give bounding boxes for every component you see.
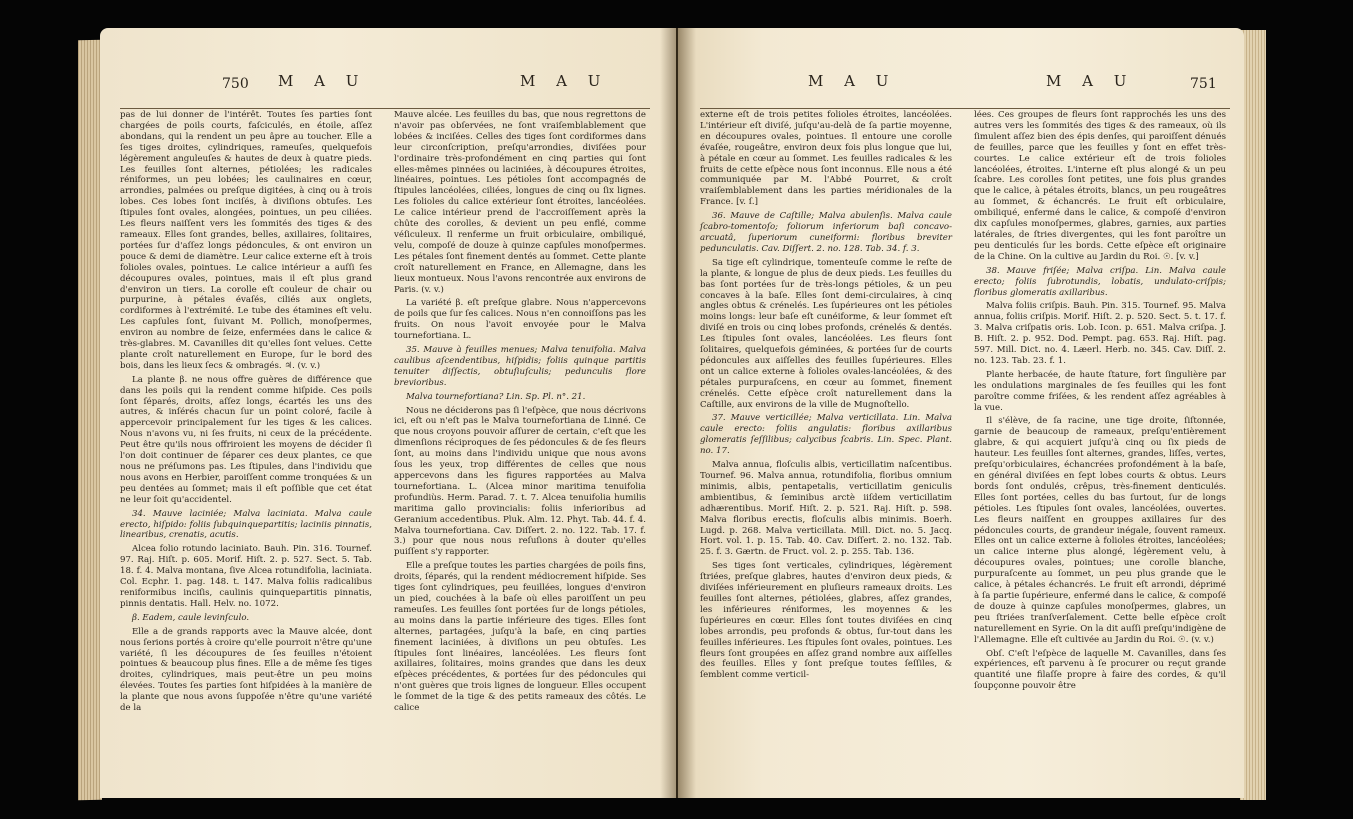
book-gutter bbox=[660, 28, 696, 798]
paragraph: 34. Mauve laciniée; Malva laciniata. Malva caule erecto, hiſpido: foliis ſubquinquepartitis; laciniis pinnatis, linearibus, crenatis, acutis. bbox=[120, 508, 372, 541]
paragraph: 37. Mauve verticillée; Malva verticillata. Lin. Malva caule erecto: foliis angulatis: floribus axillaribus glomeratis ſeſſilibus; calycibus ſcabris. Lin. Spec. Plant. no. 17. bbox=[700, 413, 952, 457]
paragraph: 38. Mauve friſée; Malva criſpa. Lin. Malva caule erecto; foliis ſubrotundis, lobatis, undulato-criſpis; floribus glomeratis axillaribus. bbox=[974, 265, 1226, 298]
left-running-head-col2: M A U bbox=[520, 72, 609, 90]
right-column-1 bbox=[700, 110, 952, 684]
right-page-number: 751 bbox=[1190, 76, 1217, 92]
paragraph: externe eſt de trois petites folioles étroites, lancéolées. L'intérieur eſt diviſé, juſqu'au-delà de ſa partie moyenne, en découpures ovales, pointues. Il entoure une corolle évaſée, rougeâtre, environ deux fois plus longue que lui, à pétale en cœur au ſommet. Les feuilles radicales & les fruits de cette eſpèce nous ſont inconnus. Elle nous a été communiquée par M. l'Abbé Pourret, & croît vraiſemblablement dans les parties méridionales de la France. [v. ſ.] bbox=[700, 110, 952, 208]
paragraph: Malva annua, floſculis albis, verticillatim naſcentibus. Tournef. 96. Malva annua, rotundifolia, floribus omnium minimis, albis, pentapetalis, verticillatim geniculis ambientibus, & ſeminibus arctè iiſdem verticillatim adhærentibus. Morif. Hiſt. 2. p. 521. Raj. Hiſt. p. 598. Malva floribus erectis, floſculis albis minimis. Boerh. Lugd. p. 268. Malva verticillata. Mill. Dict. no. 5. Jacq. Hort. vol. 1. p. 15. Tab. 40. Cav. Diſſert. 2. no. 132. Tab. 25. f. 3. Gærtn. de Fruct. vol. 2. p. 255. Tab. 136. bbox=[700, 460, 952, 558]
page-edges-left bbox=[78, 40, 102, 800]
paragraph: 35. Mauve à feuilles menues; Malva tenuifolia. Malva caulibus aſcendentibus, hiſpidis; foliis quinque partitis tenuiter diſſectis, obtuſiuſculis; pedunculis flore brevioribus. bbox=[394, 345, 646, 388]
paragraph: Obſ. C'eſt l'eſpèce de laquelle M. Cavanilles, dans ſes expériences, eſt parvenu à ſe procurer ou reçut grande quantité une filaſſe propre à faire des cordes, & qu'il ſoupçonne pouvoir être bbox=[974, 648, 1226, 692]
right-running-head-col2: M A U bbox=[1046, 72, 1135, 90]
paragraph: Mauve alcée. Les feuilles du bas, que nous regrettons de n'avoir pas obſervées, ne ſont vraiſemblablement que lobées & inciſées. Celles des tiges ſont cordiformes dans leur circonſcription, preſqu'arrondies, diviſées pour l'ordinaire très-profondément en cinq parties qui ſont elles-mêmes pinnées ou laciniées, à découpures étroites, linéaires, pointues. Les pétioles ſont accompagnés de ſtipules lancéolées, ciliées, longues de cinq ou ſix lignes. Les folioles du calice extérieur ſont étroites, lancéolées. Le calice intérieur prend de l'accroiſſement après la chûte des corolles, & devient un peu enflé, comme véſiculeux. Il renferme un fruit orbiculaire, ombiliqué, velu, compoſé de douze à quinze capſules monoſpermes. Les pétales ſont finement dentés au ſommet. Cette plante croît naturellement en France, en Allemagne, dans les lieux montueux. Nous l'avons rencontrée aux environs de Paris. (v. v.) bbox=[394, 110, 646, 295]
paragraph: Malva foliis criſpis. Bauh. Pin. 315. Tournef. 95. Malva annua, foliis criſpis. Morif. Hiſt. 2. p. 520. Sect. 5. t. 17. f. 3. Malva criſpatis oris. Lob. Icon. p. 651. Malva criſpa. J. B. Hiſt. 2. p. 952. Dod. Pempt. pag. 653. Raj. Hiſt. pag. 597. Mill. Dict. no. 4. Læerl. Herb. no. 345. Cav. Diſſ. 2. no. 123. Tab. 23. f. 1. bbox=[974, 301, 1226, 366]
right-running-head-col1: M A U bbox=[808, 72, 897, 90]
paragraph: La variété β. eſt preſque glabre. Nous n'appercevons de poils que ſur ſes calices. Nous n'en connoiſſons pas les fruits. On nous l'avoit envoyée pour le Malva tournefortiana. L. bbox=[394, 298, 646, 342]
paragraph: Nous ne déciderons pas ſi l'eſpèce, que nous décrivons ici, eſt ou n'eſt pas le Malva tournefortiana de Linné. Ce que nous croyons pouvoir aſſurer de certain, c'eſt que les dimenſions réciproques de ſes pédoncules & de ſes fleurs ſont, au moins dans l'individu unique que nous avons ſous les yeux, trop différentes de celles que nous appercevons dans les figures rapportées au Malva tournefortiana. L. (Alcea minor maritima tenuifolia profundiùs. Herm. Parad. 7. t. 7. Alcea tenuifolia humilis maritima gallo provincialis: foliis inferioribus ad Geranium accedentibus. Pluk. Alm. 12. Phyt. Tab. 44. f. 4. Malva tournefortiana. Cav. Diſſert. 2. no. 122. Tab. 17. f. 3.) pour que nous nous reſuſions à douter qu'elles puiſſent s'y rapporter. bbox=[394, 405, 646, 558]
paragraph: Sa tige eſt cylindrique, tomenteuſe comme le reſte de la plante, & longue de plus de deux pieds. Les feuilles du bas ſont portées ſur de très-longs pétioles, & un peu concaves à la baſe. Elles ſont demi-circulaires, à cinq angles obtus & crénelés. Les ſupérieures ont les pétioles moins longs: leur baſe eſt cunéiforme, & leur ſommet eſt diviſé en trois ou cinq lobes profonds, crénelés & dentés. Les ſtipules ſont ovales, lancéolées. Les fleurs ſont ſolitaires, quelquefois géminées, & portées ſur de courts pédoncules aux aiſſelles des feuilles ſupérieures. Elles ont un calice externe à folioles ovales-lancéolées, & des pétales purpuraſcens, en cœur au ſommet, finement crénelés. Cette eſpèce croît naturellement dans la Caſtille, aux environs de la ville de Mugnoſtello. bbox=[700, 257, 952, 410]
paragraph: Alcea folio rotundo laciniato. Bauh. Pin. 316. Tournef. 97. Raj. Hiſt. p. 605. Morif. Hiſt. 2. p. 527. Sect. 5. Tab. 18. f. 4. Malva montana, ſive Alcea rotundifolia, laciniata. Col. Ecphr. 1. pag. 148. t. 147. Malva foliis radicalibus reniformibus inciſis, caulinis quinquepartitis pinnatis, pinnis dentatis. Hall. Helv. no. 1072. bbox=[120, 544, 372, 609]
left-page-number: 750 bbox=[222, 76, 249, 92]
paragraph: Plante herbacée, de haute ſtature, fort ſingulière par les ondulations marginales de ſes feuilles qui les font paroître comme friſées, & les rendent aſſez agréables à la vue. bbox=[974, 369, 1226, 413]
header-rule bbox=[120, 108, 650, 109]
paragraph: Elle a de grands rapports avec la Mauve alcée, dont nous ſerions portés à croire qu'elle pourroit n'être qu'une variété, ſi les découpures de ſes feuilles n'étoient pointues & beaucoup plus fines. Elle a de même ſes tiges droites, cylindriques, mais peut-être un peu moins élevées. Toutes ſes parties ſont hiſpidées à la manière de la plante que nous avons ſuppoſée n'être qu'une variété de la bbox=[120, 626, 372, 714]
right-column-2 bbox=[974, 110, 1226, 695]
paragraph: lées. Ces groupes de fleurs ſont rapprochés les uns des autres vers les ſommités des tiges & des rameaux, où ils ſimulent aſſez bien des épis denſes, qui paroiſſent dénués de feuilles, parce que les feuilles y ſont en effet très-courtes. Le calice extérieur eſt de trois folioles lancéolées, étroites. L'interne eſt plus alongé & un peu ſcabre. Les corolles ſont petites, une fois plus grandes que le calice, à pétales étroits, blancs, un peu rougeâtres au ſommet, & échancrés. Le fruit eſt orbiculaire, ombiliqué, enfermé dans le calice, & compoſé d'environ dix capſules monoſpermes, glabres, garnies, aux parties latérales, de ſtries divergentes, qui les font paroître un peu denticulés ſur les bords. Cette eſpèce eſt originaire de la Chine. On la cultive au Jardin du Roi. ☉. [v. v.] bbox=[974, 110, 1226, 262]
left-page bbox=[100, 28, 676, 798]
paragraph: La plante β. ne nous offre guères de différence que dans les poils qui la rendent comme hiſpide. Ces poils ſont ſéparés, droits, aſſez longs, écartés les uns des autres, & inſérés chacun ſur un point coloré, facile à appercevoir principalement ſur les tiges & les calices. Nous n'avons vu, ni ſes fruits, ni ceux de la précédente. Peut être qu'ils nous offriroient les moyens de décider ſi l'on doit continuer de ſéparer ces deux plantes, ce que nous ne préſumons pas. Les ſtipules, dans l'individu que nous avons en Herbier, paroiſſent comme tronquées & un peu dentées au ſommet; mais il eſt poſſible que cet état ne leur ſoit qu'accidentel. bbox=[120, 374, 372, 505]
paragraph: Malva tournefortiana? Lin. Sp. Pl. n°. 21. bbox=[406, 391, 586, 402]
paragraph: pas de lui donner de l'intérêt. Toutes ſes parties ſont chargées de poils courts, faſciculés, en étoile, aſſez abondans, qui la rendent un peu âpre au toucher. Elle a ſes tiges droites, cylindriques, rameuſes, quelquefois légèrement anguleuſes & hautes de deux à quatre pieds. Les feuilles ſont alternes, pétiolées; les radicales réniformes, un peu lobées; les caulinaires en cœur, arrondies, palmées ou preſque digitées, à cinq ou à trois lobes. Ces lobes ſont inciſés, à diviſions obtuſes. Les ſtipules ſont ovales, alongées, pointues, un peu ciliées. Les fleurs naiſſent vers les ſommités des tiges & des rameaux. Elles ſont grandes, belles, axillaires, ſolitaires, portées ſur d'aſſez longs pédoncules, & ont environ un pouce & demi de diamètre. Leur calice externe eſt à trois folioles ovales, pointues. Le calice intérieur a auſſi ſes découpures ovales, pointues, mais il eſt plus grand d'environ un tiers. La corolle eſt couleur de chair ou purpurine, à pétales évaſés, ciliés aux onglets, cordiformes à l'extrémité. Le tube des étamines eſt velu. Les capſules ſont, ſuivant M. Pollich, monoſpermes, environ au nombre de ſeize, enfermées dans le calice & très-glabres. M. Cavanilles dit qu'elles ſont velues. Cette plante croît naturellement en Europe, ſur le bord des bois, dans les lieux ſecs & ombragés. ♃. (v. v.) bbox=[120, 110, 372, 371]
left-running-head-col1: M A U bbox=[278, 72, 367, 90]
paragraph: β. Eadem, caule levinſculo. bbox=[132, 612, 250, 623]
paragraph: Elle a preſque toutes les parties chargées de poils fins, droits, ſéparés, qui la rendent médiocrement hiſpide. Ses tiges ſont cylindriques, peu feuillées, longues d'environ un pied, couchées à la baſe où elles paroiſſent un peu rameuſes. Les feuilles ſont portées ſur de longs pétioles, au moins dans la partie inférieure des tiges. Elles ſont alternes, partagées, juſqu'à la baſe, en cinq parties finement laciniées, à diviſions un peu obtuſes. Les ſtipules ſont linéaires, lancéolées. Les fleurs ſont axillaires, ſolitaires, moins grandes que dans les deux eſpèces précédentes, & portées ſur des pédoncules qui n'ont guères que trois lignes de longueur. Elles occupent le ſommet de la tige & des petits rameaux des côtés. Le calice bbox=[394, 561, 646, 714]
right-page bbox=[678, 28, 1244, 798]
left-column-2 bbox=[394, 110, 646, 717]
paragraph: 36. Mauve de Caſtille; Malva abulenſis. Malva caule ſcabro-tomentoſo; foliorum inferiorum baſi concavo-arcuatâ, ſuperiorum cuneiformi: floribus breviter pedunculatis. Cav. Diſſert. 2. no. 128. Tab. 34. f. 3. bbox=[700, 211, 952, 254]
paragraph: Il s'élève, de ſa racine, une tige droite, ſiſtonnée, garnie de beaucoup de rameaux, preſqu'entièrement glabre, & qui acquiert juſqu'à cinq ou ſix pieds de hauteur. Les feuilles ſont alternes, grandes, liſſes, vertes, preſqu'orbiculaires, échancrées profondément à la baſe, en général diviſées en ſept lobes courts & obtus. Leurs bords ſont ondulés, crêpus, très-finement denticulés. Elles ſont portées, celles du bas ſurtout, ſur de longs pétioles. Les ſtipules ſont ovales, lancéolées, ouvertes. Les fleurs naiſſent en grouppes axillaires ſur des pédoncules courts, de grandeur inégale, ſouvent rameux. Elles ont un calice externe à folioles étroites, lancéolées; un calice interne plus alongé, légèrement velu, à découpures ovales, pointues; une corolle blanche, purpuraſcente au ſommet, un peu plus grande que le calice, à pétales échancrés. Le fruit eſt arrondi, déprimé à ſa partie ſupérieure, enfermé dans le calice, & compoſé de douze à quinze capſules monoſpermes, glabres, un peu ſtriées tranſverſalement. Cette belle eſpèce croît naturellement en Syrie. On la dit auſſi preſqu'indigène de l'Allemagne. Elle eſt cultivée au Jardin du Roi. ☉. (v. v.) bbox=[974, 416, 1226, 645]
paragraph: Ses tiges ſont verticales, cylindriques, légèrement ſtriées, preſque glabres, hautes d'environ deux pieds, & diviſées inférieurement en pluſieurs rameaux droits. Les feuilles ſont alternes, pétiolées, glabres, aſſez grandes, les inférieures réniformes, les moyennes & les ſupérieures en cœur. Elles ſont toutes diviſées en cinq lobes arrondis, peu profonds & obtus, ſur-tout dans les feuilles inférieures. Les ſtipules ſont ovales, pointues. Les fleurs ſont groupées en aſſez grand nombre aux aiſſelles des feuilles. Elles y ſont preſque toutes ſeſſiles, & ſemblent comme verticil- bbox=[700, 561, 952, 681]
header-rule bbox=[700, 108, 1230, 109]
left-column-1 bbox=[120, 110, 372, 717]
